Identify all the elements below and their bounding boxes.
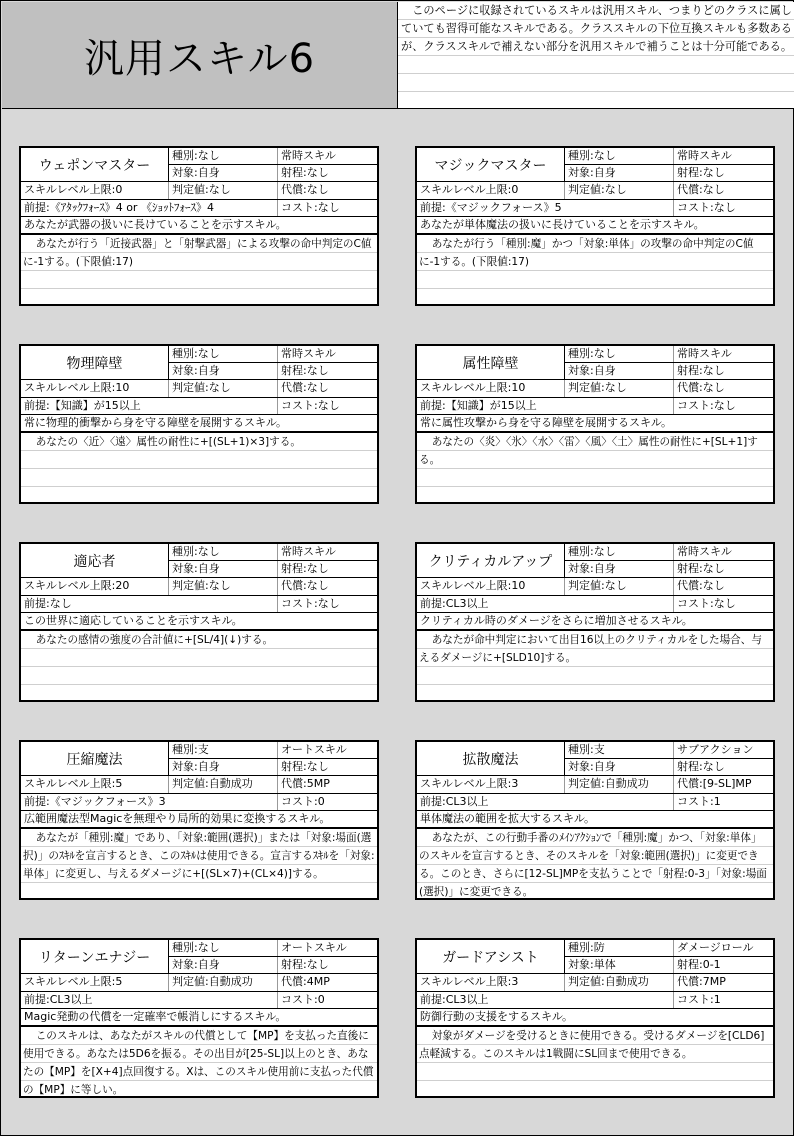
skill-cost-type: 代償:5MP	[281, 777, 330, 790]
skill-card	[19, 146, 379, 306]
skill-cost-type: 代償:なし	[677, 183, 725, 196]
skill-type: 種別:支	[565, 742, 674, 758]
skill-prereq: 前提:《マジックフォース》5	[417, 200, 674, 216]
skill-row-type	[169, 544, 377, 561]
skill-type: 種別:なし	[565, 544, 674, 560]
skill-row-level	[417, 974, 773, 992]
skill-prereq: 前提:なし	[21, 596, 278, 612]
skill-cost: コスト:なし	[281, 597, 340, 610]
skill-judge: 判定値:自動成功	[565, 776, 674, 793]
skill-row-type	[565, 544, 773, 561]
skill-effect: あなたが行う「近接武器」と「射撃武器」による攻撃の命中判定のC値に-1する。(下限値:17)	[21, 235, 377, 304]
skill-range: 射程:なし	[281, 760, 329, 773]
intro-text: このページに収録されているスキルは汎用スキル、つまりどのクラスに属していても習得可能なスキルである。クラススキルの下位互換スキルも多数あるが、クラススキルで補えない部分を汎用スキルで補うことは十分可能である。	[401, 4, 793, 53]
skill-range: 射程:0-1	[677, 958, 721, 971]
skill-cost-type: 代償:なし	[281, 183, 329, 196]
skill-level-cap: スキルレベル上限:0	[21, 182, 169, 199]
skill-effect: あなたが命中判定において出目16以上のクリティカルをした場合、与えるダメージに+[SLD10]する。	[417, 631, 773, 700]
skill-judge: 判定値:なし	[565, 380, 674, 397]
skill-card	[19, 344, 379, 504]
skill-summary: クリティカル時のダメージをさらに増加させるスキル。	[420, 614, 693, 627]
skill-judge: 判定値:なし	[169, 578, 278, 595]
skill-name: 圧縮魔法	[21, 742, 169, 776]
skill-row-prereq	[417, 794, 773, 811]
skill-target: 対象:単体	[565, 957, 674, 973]
skill-judge: 判定値:なし	[565, 182, 674, 199]
skill-name: 属性障壁	[417, 346, 565, 380]
skill-timing: 常時スキル	[281, 149, 336, 162]
skill-timing: 常時スキル	[677, 347, 732, 360]
skill-card	[415, 542, 775, 702]
skill-row-type	[169, 940, 377, 957]
skill-summary: この世界に適応していることを示すスキル。	[24, 614, 243, 627]
skill-row-type	[169, 742, 377, 759]
skill-prereq: 前提:《ｱﾀｯｸﾌｫｰｽ》4 or 《ｼｮｯﾄﾌｫｰｽ》4	[21, 200, 278, 216]
skill-cost-type: 代償:4MP	[281, 975, 330, 988]
skill-level-cap: スキルレベル上限:3	[417, 776, 565, 793]
skill-summary: 常に属性攻撃から身を守る障壁を展開するスキル。	[420, 416, 673, 429]
skill-cost: コスト:1	[677, 795, 721, 808]
skill-row-prereq	[417, 398, 773, 415]
skill-summary: Magic発動の代償を一定確率で帳消しにするスキル。	[24, 1010, 287, 1023]
skill-target: 対象:自身	[169, 957, 278, 973]
skill-row-type	[169, 148, 377, 165]
skill-effect: このスキルは、あなたがスキルの代償として【MP】を支払った直後に使用できる。あなたは5D6を振る。その出目が[25-SL]以上のとき、あなたの【MP】を[X+4]点回復する。Xは、このスキル使用前に支払った代償の【MP】に等しい。	[21, 1027, 377, 1096]
skill-summary: 広範囲魔法型Magicを無理やり局所的効果に変換するスキル。	[24, 812, 331, 825]
skill-effect: あなたが行う「種別:魔」かつ「対象:単体」の攻撃の命中判定のC値に-1する。(下限値:17)	[417, 235, 773, 304]
page-title-box	[2, 2, 398, 109]
skill-cost: コスト:0	[281, 795, 325, 808]
skill-cost-type: 代償:なし	[677, 381, 725, 394]
skill-level-cap: スキルレベル上限:10	[417, 578, 565, 595]
skill-judge: 判定値:なし	[169, 182, 278, 199]
skill-level-cap: スキルレベル上限:10	[417, 380, 565, 397]
skill-row-prereq	[21, 794, 377, 811]
skill-judge: 判定値:自動成功	[169, 974, 278, 991]
skill-cost-type: 代償:なし	[281, 381, 329, 394]
skill-type: 種別:支	[169, 742, 278, 758]
skill-card	[415, 938, 775, 1098]
skill-target: 対象:自身	[565, 561, 674, 577]
skill-timing: 常時スキル	[677, 545, 732, 558]
skill-card	[415, 344, 775, 504]
skill-row-target	[565, 165, 773, 182]
skill-row-type	[169, 346, 377, 363]
skill-range: 射程:なし	[677, 760, 725, 773]
skill-row-prereq	[21, 596, 377, 613]
skill-timing: ダメージロール	[677, 941, 754, 954]
skill-target: 対象:自身	[169, 363, 278, 379]
skill-range: 射程:なし	[677, 166, 725, 179]
skill-effect: 対象がダメージを受けるときに使用できる。受けるダメージを[CLD6]点軽減する。このスキルは1戦闘にSL回まで使用できる。	[417, 1027, 773, 1096]
skill-summary: あなたが武器の扱いに長けていることを示すスキル。	[24, 218, 287, 231]
skill-cost: コスト:なし	[281, 201, 340, 214]
skill-type: 種別:なし	[169, 940, 278, 956]
skill-type: 種別:なし	[169, 148, 278, 164]
skill-level-cap: スキルレベル上限:20	[21, 578, 169, 595]
skill-summary: 防御行動の支援をするスキル。	[420, 1010, 574, 1023]
skill-row-target	[565, 561, 773, 578]
skill-target: 対象:自身	[565, 165, 674, 181]
skill-row-level	[21, 380, 377, 398]
skill-row-summary	[21, 613, 377, 631]
skill-card	[415, 146, 775, 306]
skill-range: 射程:なし	[281, 562, 329, 575]
skill-type: 種別:なし	[169, 544, 278, 560]
skill-row-level	[21, 182, 377, 200]
intro-box	[398, 2, 794, 109]
skill-cost: コスト:1	[677, 993, 721, 1006]
skill-row-type	[565, 940, 773, 957]
skill-row-prereq	[417, 596, 773, 613]
skill-row-type	[565, 742, 773, 759]
skill-level-cap: スキルレベル上限:5	[21, 974, 169, 991]
skill-level-cap: スキルレベル上限:10	[21, 380, 169, 397]
skill-cost-type: 代償:なし	[677, 579, 725, 592]
skill-cost: コスト:なし	[677, 597, 736, 610]
skill-type: 種別:なし	[565, 148, 674, 164]
skill-range: 射程:なし	[677, 562, 725, 575]
skill-range: 射程:なし	[281, 166, 329, 179]
skill-name: ガードアシスト	[417, 940, 565, 974]
skill-judge: 判定値:自動成功	[565, 974, 674, 991]
skill-range: 射程:なし	[677, 364, 725, 377]
skill-effect: あなたの〈炎〉〈氷〉〈水〉〈雷〉〈風〉〈土〉属性の耐性に+[SL+1]する。	[417, 433, 773, 502]
skill-level-cap: スキルレベル上限:5	[21, 776, 169, 793]
skill-row-summary	[417, 811, 773, 829]
skill-effect: あなたの〈近〉〈遠〉属性の耐性に+[(SL+1)×3]する。	[21, 433, 377, 502]
skill-effect: あなたが、この行動手番のﾒｲﾝｱｸｼｮﾝで「種別:魔」かつ、「対象:単体」のスキルを宣言するとき、そのスキルを「対象:範囲(選択)」に変更できる。このとき、さらに[12-SL]MPを支払うことで「射程:0-3」「対象:場面(選択)」に変更できる。	[417, 829, 773, 898]
skill-row-target	[565, 759, 773, 776]
skill-cost: コスト:0	[281, 993, 325, 1006]
skill-row-level	[417, 578, 773, 596]
skill-level-cap: スキルレベル上限:3	[417, 974, 565, 991]
page-title: 汎用スキル6	[83, 35, 316, 82]
skill-row-prereq	[417, 200, 773, 217]
skill-row-level	[417, 776, 773, 794]
skill-prereq: 前提:【知識】が15以上	[417, 398, 674, 414]
skill-target: 対象:自身	[169, 165, 278, 181]
skill-name: リターンエナジー	[21, 940, 169, 974]
skill-row-target	[169, 165, 377, 182]
skill-card	[19, 542, 379, 702]
skill-prereq: 前提:CL3以上	[417, 992, 674, 1008]
skill-target: 対象:自身	[565, 363, 674, 379]
skill-summary: あなたが単体魔法の扱いに長けていることを示すスキル。	[420, 218, 705, 231]
skill-type: 種別:なし	[169, 346, 278, 362]
skill-row-target	[169, 561, 377, 578]
skill-prereq: 前提:【知識】が15以上	[21, 398, 278, 414]
skill-row-target	[169, 759, 377, 776]
skill-row-prereq	[417, 992, 773, 1009]
skill-target: 対象:自身	[169, 759, 278, 775]
skill-judge: 判定値:なし	[565, 578, 674, 595]
skill-row-target	[565, 957, 773, 974]
skill-name: 物理障壁	[21, 346, 169, 380]
skill-judge: 判定値:なし	[169, 380, 278, 397]
skill-prereq: 前提:CL3以上	[417, 794, 674, 810]
skill-level-cap: スキルレベル上限:0	[417, 182, 565, 199]
skill-target: 対象:自身	[169, 561, 278, 577]
skill-row-target	[169, 363, 377, 380]
skill-row-summary	[21, 415, 377, 433]
skill-row-type	[565, 148, 773, 165]
skill-judge: 判定値:自動成功	[169, 776, 278, 793]
skill-row-prereq	[21, 398, 377, 415]
skill-timing: 常時スキル	[281, 347, 336, 360]
skill-timing: 常時スキル	[677, 149, 732, 162]
skill-name: 適応者	[21, 544, 169, 578]
skill-row-type	[565, 346, 773, 363]
skill-name: クリティカルアップ	[417, 544, 565, 578]
skill-row-target	[169, 957, 377, 974]
skill-target: 対象:自身	[565, 759, 674, 775]
skill-row-level	[21, 974, 377, 992]
skill-name: 拡散魔法	[417, 742, 565, 776]
skill-row-summary	[417, 217, 773, 235]
skill-name: ウェポンマスター	[21, 148, 169, 182]
skill-cost-type: 代償:[9-SL]MP	[677, 777, 752, 790]
skill-card	[415, 740, 775, 900]
skill-cost: コスト:なし	[677, 201, 736, 214]
skill-timing: 常時スキル	[281, 545, 336, 558]
skill-prereq: 前提:《マジックフォース》3	[21, 794, 278, 810]
skill-prereq: 前提:CL3以上	[417, 596, 674, 612]
skill-cost-type: 代償:7MP	[677, 975, 726, 988]
skill-row-level	[21, 578, 377, 596]
skill-range: 射程:なし	[281, 364, 329, 377]
skill-row-level	[417, 380, 773, 398]
skill-row-target	[565, 363, 773, 380]
skill-effect: あなたの感情の強度の合計値に+[SL/4](↓)する。	[21, 631, 377, 700]
skill-type: 種別:なし	[565, 346, 674, 362]
skill-effect: あなたが「種別:魔」であり、「対象:範囲(選択)」または「対象:場面(選択)」のｽｷﾙを宣言するとき、このｽｷﾙは使用できる。宣言するｽｷﾙを「対象:単体」に変更し、与えるダメージに+[(SL×7)+(CL×4)]する。	[21, 829, 377, 898]
skill-row-summary	[417, 613, 773, 631]
skill-row-prereq	[21, 200, 377, 217]
skill-type: 種別:防	[565, 940, 674, 956]
skill-row-summary	[21, 217, 377, 235]
skill-row-summary	[21, 1009, 377, 1027]
skill-cost: コスト:なし	[281, 399, 340, 412]
skill-summary: 単体魔法の範囲を拡大するスキル。	[420, 812, 596, 825]
skill-card	[19, 740, 379, 900]
skill-prereq: 前提:CL3以上	[21, 992, 278, 1008]
skill-timing: オートスキル	[281, 941, 347, 954]
skill-row-prereq	[21, 992, 377, 1009]
skill-timing: サブアクション	[677, 743, 754, 756]
skill-row-summary	[21, 811, 377, 829]
skill-range: 射程:なし	[281, 958, 329, 971]
skill-timing: オートスキル	[281, 743, 347, 756]
skill-row-level	[21, 776, 377, 794]
skill-name: マジックマスター	[417, 148, 565, 182]
skill-row-summary	[417, 1009, 773, 1027]
skill-cost-type: 代償:なし	[281, 579, 329, 592]
skill-row-summary	[417, 415, 773, 433]
skill-row-level	[417, 182, 773, 200]
skill-cost: コスト:なし	[677, 399, 736, 412]
skill-summary: 常に物理的衝撃から身を守る障壁を展開するスキル。	[24, 416, 288, 429]
skill-card	[19, 938, 379, 1098]
